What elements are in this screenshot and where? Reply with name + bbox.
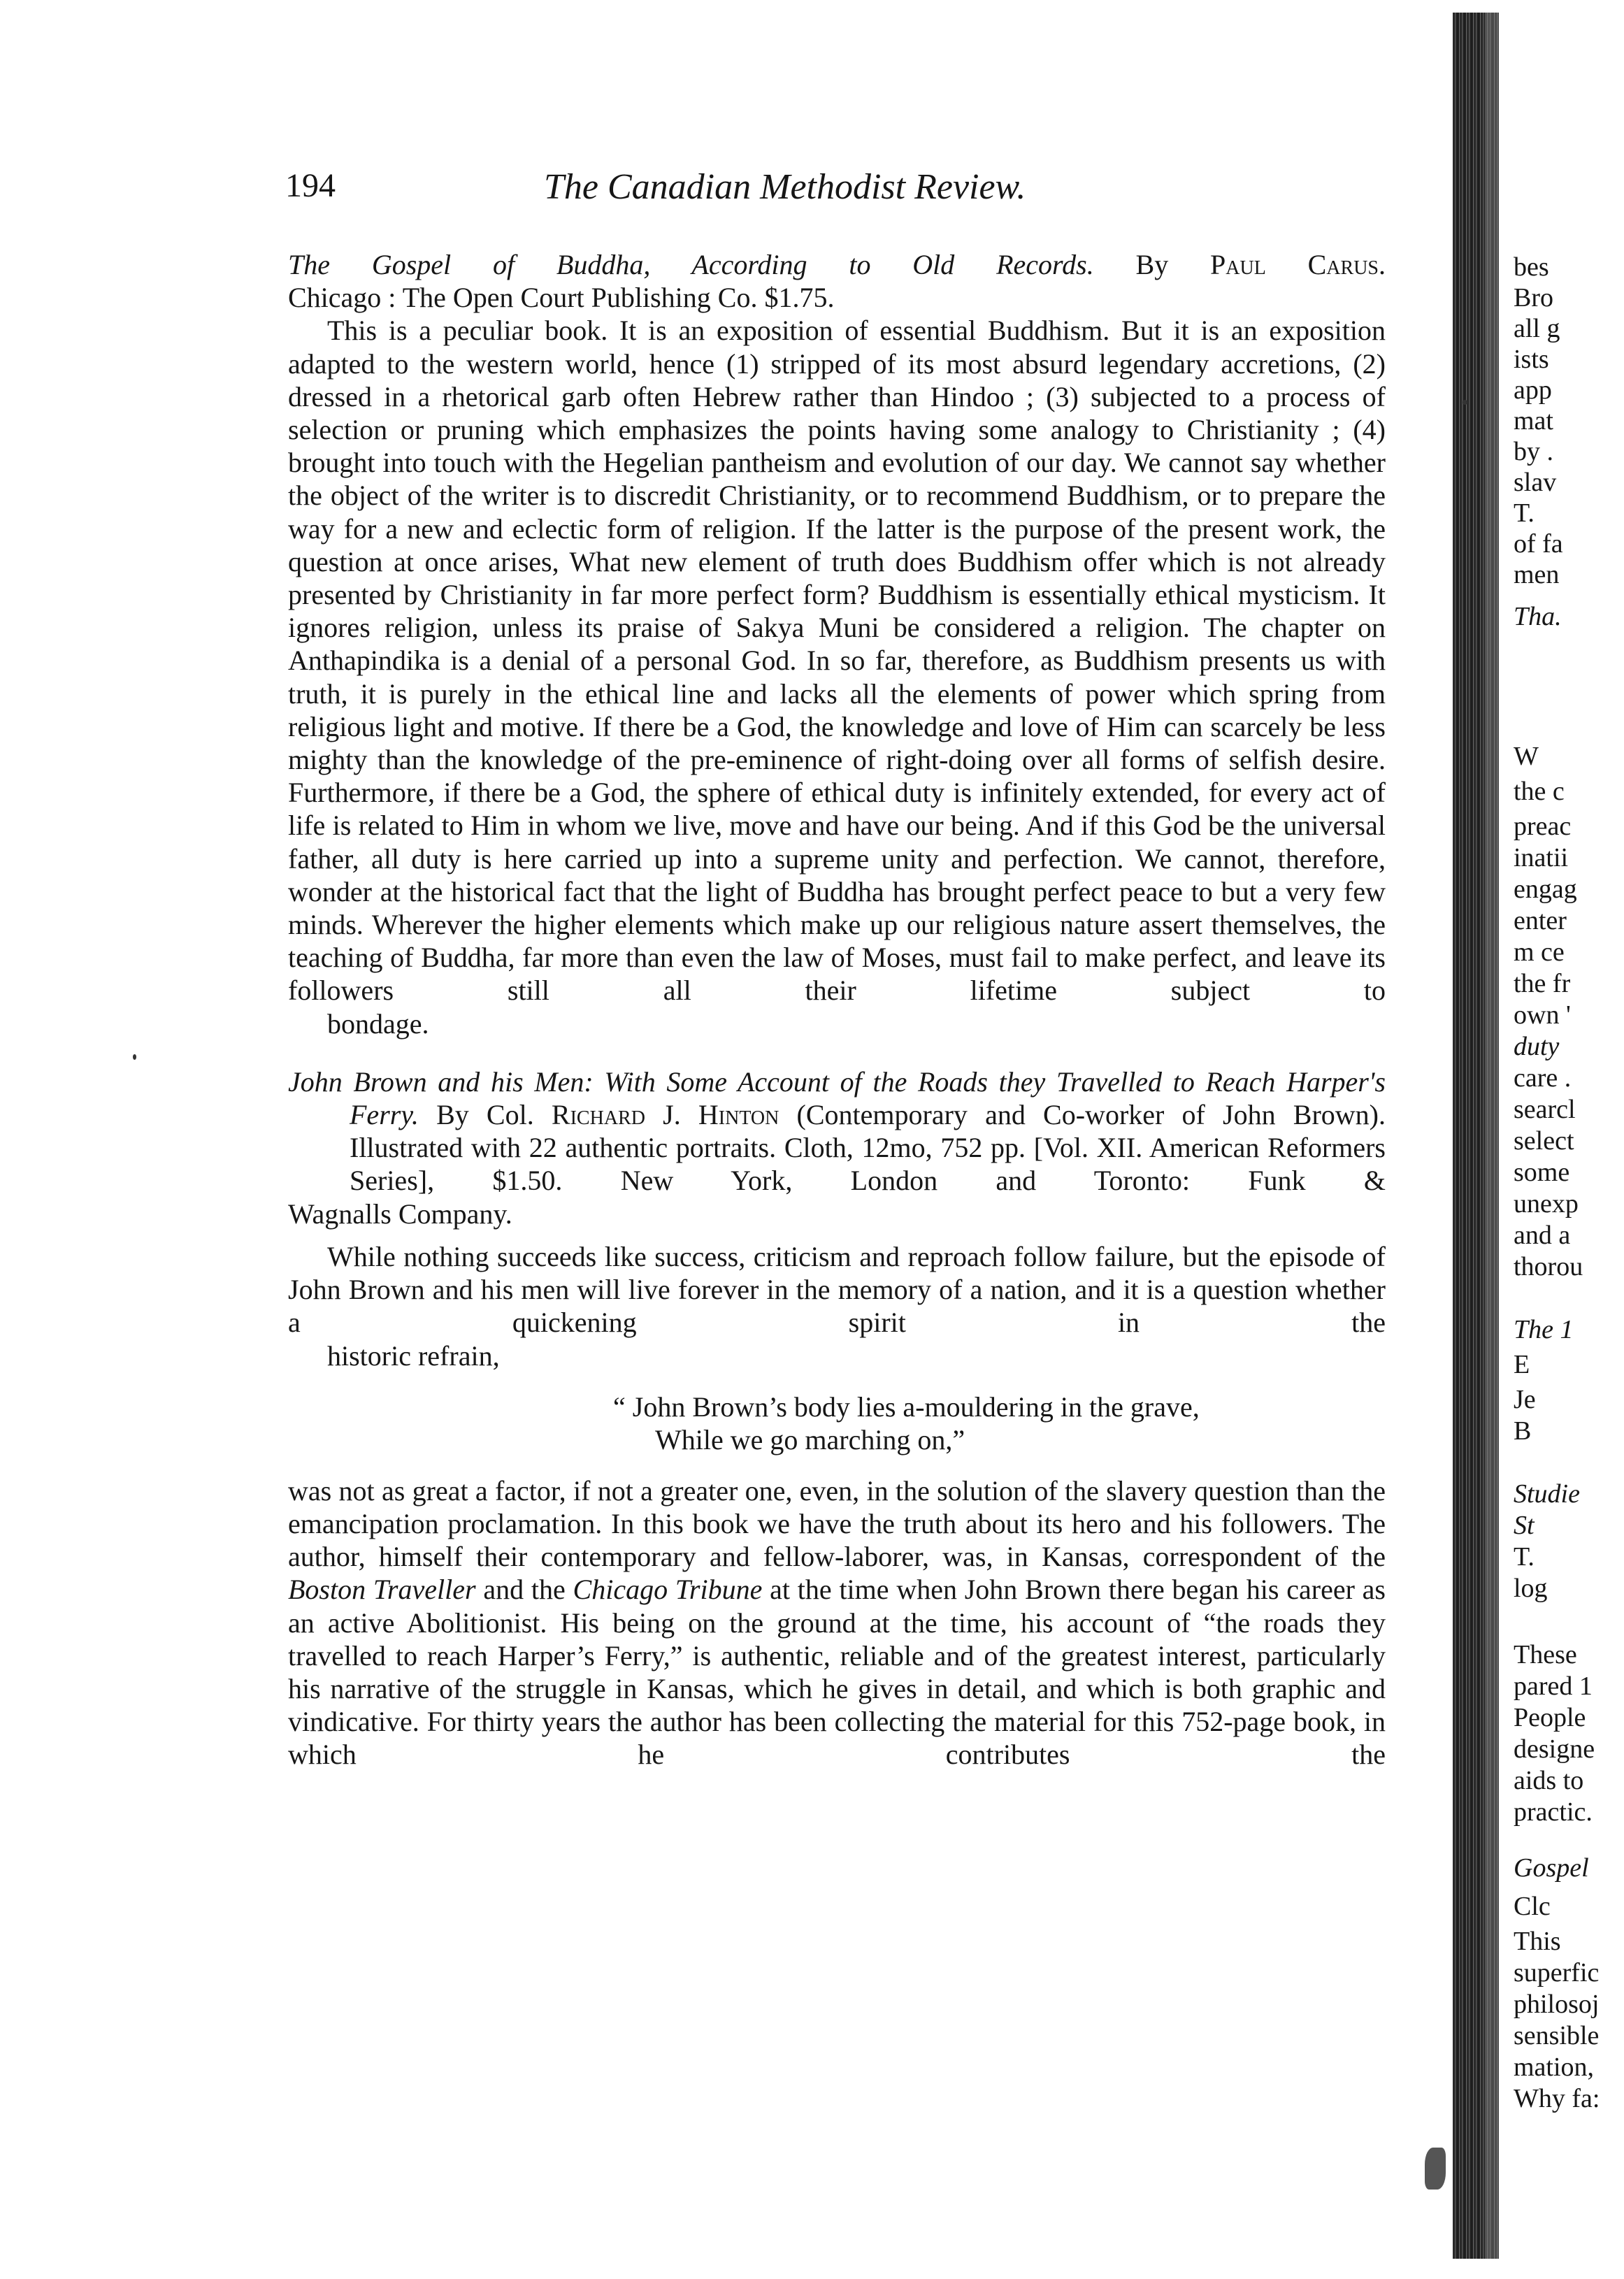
facing-page-line: E: [1514, 1350, 1530, 1379]
facing-page-line: superfic: [1514, 1958, 1600, 1987]
facing-page-line: thorou: [1514, 1252, 1583, 1281]
facing-page-line: the c: [1514, 777, 1565, 806]
facing-page-line: Studie: [1514, 1479, 1580, 1509]
quote-line: “ John Brown’s body lies a-mouldering in the grave,: [613, 1390, 1200, 1423]
facing-page-line: duty: [1514, 1032, 1560, 1061]
facing-page-line: mat: [1514, 406, 1553, 436]
page-number: 194: [285, 167, 336, 204]
facing-page-line: care .: [1514, 1063, 1572, 1093]
block-quote: [288, 1390, 1386, 1456]
facing-page-line: The 1: [1514, 1315, 1574, 1344]
facing-page-line: of fa: [1514, 529, 1563, 559]
facing-page-line: enter: [1514, 906, 1567, 935]
facing-page-line: Bro: [1514, 283, 1553, 312]
facing-page-line: Je: [1514, 1385, 1536, 1414]
facing-page-line: searcl: [1514, 1095, 1576, 1124]
facing-page-line: mation,: [1514, 2052, 1595, 2082]
facing-page-line: practic.: [1514, 1797, 1593, 1827]
facing-page-line: all g: [1514, 314, 1560, 343]
text-column: [288, 248, 1386, 1771]
facing-page-line: log: [1514, 1574, 1548, 1603]
facing-page-line: unexp: [1514, 1189, 1579, 1218]
facing-page-line: This: [1514, 1927, 1561, 1956]
publisher-line: Chicago : The Open Court Publishing Co. $1.75.: [288, 282, 835, 314]
review-body-john-brown-part1: While nothing succeeds like success, criticism and reproach follow failure, but the episode of John Brown and his men will live forever in the memory of a nation, and it is a question whether a quickening spirit in the historic refrain,: [288, 1240, 1386, 1372]
facing-page-line: B: [1514, 1416, 1532, 1446]
facing-page-line: select: [1514, 1126, 1574, 1156]
facing-page-line: app: [1514, 375, 1552, 405]
facing-page-line: preac: [1514, 812, 1572, 841]
facing-page-line: T.: [1514, 1542, 1535, 1572]
facing-page-line: slav: [1514, 468, 1557, 497]
facing-page-line: men: [1514, 560, 1560, 589]
facing-page-line: some: [1514, 1158, 1570, 1187]
facing-page-line: W: [1514, 742, 1539, 771]
facing-page-line: engag: [1514, 875, 1577, 904]
facing-page-line: Gospel: [1514, 1853, 1589, 1883]
running-header: [285, 166, 1404, 222]
book-author: Paul Carus.: [1210, 249, 1386, 280]
review-body-gospel-of-buddha: This is a peculiar book. It is an exposition of essential Buddhism. But it is an exposition adapted to the western world, hence (1) stripped of its most absurd legendary accretions, (2) dressed in a rhetorical garb often Hebrew rather than Hindoo ; (3) subjected to a process of selection or pruning which emphasizes the points having some analogy to Christianity ; (4) brought into touch with the Hegelian pantheism and evolution of our day. We cannot say whether the object of the writer is to discredit Christianity, or to recommend Buddhism, or to prepare the way for a new and eclectic form of religion. If the latter is the purpose of the present work, the question at once arises, What new element of truth does Buddhism offer which is not already presented by Christianity in far more perfect form? Buddhism is essentially ethical mysticism. It ignores religion, unless its praise of Sakya Muni be considered a religion. The chapter on Anthapindika is a denial of a personal God. In so far, therefore, as Buddhism presents us with truth, it is purely in the ethical line and lacks all the elements of power which spring from religious light and motive. If there be a God, the knowledge and love of Him can scarcely be less mighty than the knowledge of the pre-eminence of right-doing over all forms of selfish desire. Furthermore, if there be a God, the sphere of ethical duty is infinitely extended, for every act of life is related to Him in whom we live, move and have our being. And if this God be the universal father, all duty is here carried up into a supreme unity and perfection. We cannot, therefore, wonder at the historical fact that the light of Buddha has brought perfect peace to but a very few minds. Wherever the higher elements which make up our religious nature assert themselves, the teaching of Buddha, far more than even the law of Moses, must fail to make perfect, and leave its followers still all their lifetime subject to bondage.: [288, 315, 1386, 1040]
facing-page-line: sensible: [1514, 2021, 1600, 2050]
book-details: (Contemporary and Co-worker of John Brown). Illustrated with 22 authentic portraits. Cloth, 12mo, 752 pp. [Vol. XII. American Reformers Series], $1.50. New York, London and Toronto: Funk &: [350, 1099, 1386, 1197]
facing-page-line: philosoj: [1514, 1990, 1600, 2019]
facing-page-line: Tha.: [1514, 602, 1562, 631]
facing-page-line: and a: [1514, 1221, 1571, 1250]
book-title: The Gospel of Buddha, According to Old Records.: [288, 249, 1094, 280]
newspaper-title: Chicago Tribune: [573, 1574, 763, 1606]
facing-page-line: Why fa:: [1514, 2084, 1600, 2113]
facing-page-line: pared 1: [1514, 1671, 1593, 1701]
facing-page-line: These: [1514, 1640, 1577, 1669]
facing-page-line: by .: [1514, 437, 1553, 466]
facing-page-line: St: [1514, 1511, 1535, 1540]
facing-page-line: designe: [1514, 1734, 1595, 1764]
book-author: Richard J. Hinton: [551, 1099, 779, 1131]
review-body-john-brown-part2: was not as great a factor, if not a greater one, even, in the solution of the slavery question than the emancipation proclamation. In this book we have the truth about its hero and his followers. The author, himself their contemporary and fellow-laborer, was, in Kansas, correspondent of the Boston Traveller and the Chicago Tribune at the time when John Brown there began his career as an active Abolitionist. His being on the ground at the time, his account of “the roads they travelled to reach Harper’s Ferry,” is authentic, reliable and of the greatest interest, particularly his narrative of the struggle in Kansas, which he gives in detail, and which is both graphic and vindicative. For thirty years the author has been collecting the material for this 752-page book, in which he contributes the: [288, 1474, 1386, 1771]
review-heading-gospel-of-buddha: The Gospel of Buddha, According to Old Records. By Paul Carus. Chicago : The Open Court Publishing Co. $1.75.: [288, 249, 1386, 314]
facing-page-line: bes: [1514, 252, 1549, 282]
facing-page-line: ists: [1514, 345, 1549, 374]
quote-line: While we go marching on,”: [655, 1423, 965, 1455]
facing-page-line: own ': [1514, 1000, 1571, 1030]
facing-page-line: the fr: [1514, 969, 1571, 998]
facing-page-line: aids to: [1514, 1766, 1584, 1795]
facing-page-line: People: [1514, 1703, 1586, 1732]
facing-page-fragment: [1514, 252, 1624, 2279]
review-heading-john-brown: John Brown and his Men: With Some Account of the Roads they Travelled to Reach Harper's Ferry. By Col. Richard J. Hinton (Contemporary and Co-worker of John Brown). Illustrated with 22 authentic portraits. Cloth, 12mo, 752 pp. [Vol. XII. American Reformers Series], $1.50. New York, London and Toronto: Funk & Wagnalls Company.: [288, 1065, 1386, 1230]
facing-page-line: m ce: [1514, 937, 1565, 967]
facing-page-line: inatii: [1514, 843, 1569, 872]
facing-page-line: T.: [1514, 498, 1535, 528]
book-title: John Brown and his Men: With Some Account of the Roads they Travelled to Reach Harper's Ferry.: [288, 1065, 1386, 1131]
facing-page-line: Clc: [1514, 1892, 1551, 1921]
journal-title: The Canadian Methodist Review.: [544, 167, 1026, 207]
newspaper-title: Boston Traveller: [288, 1574, 476, 1606]
